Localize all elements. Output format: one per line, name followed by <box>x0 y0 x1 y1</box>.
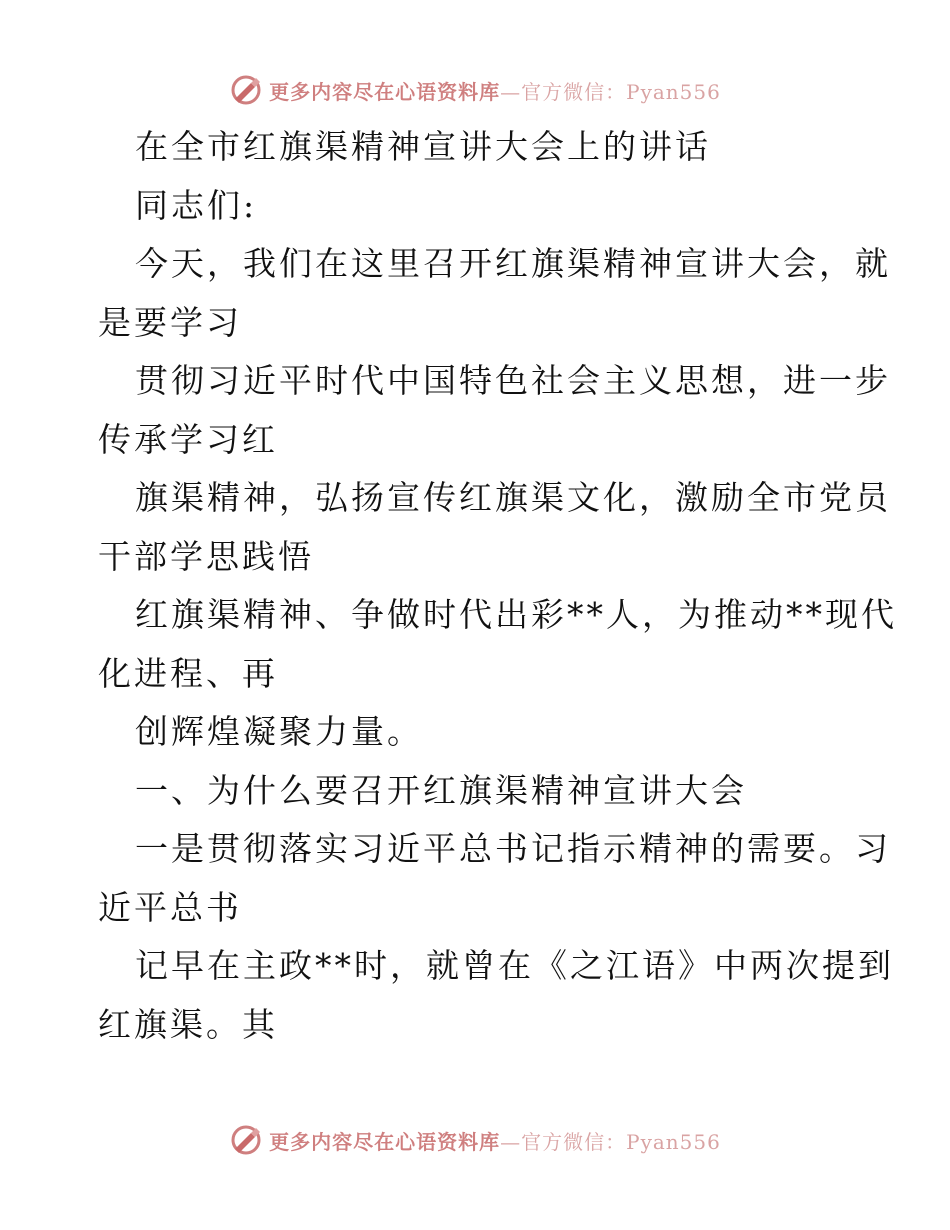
paragraph-line: 一是贯彻落实习近平总书记指示精神的需要。习 <box>135 829 891 868</box>
salutation: 同志们: <box>135 185 258 225</box>
footer-watermark <box>0 1120 950 1160</box>
paragraph-line: 贯彻习近平时代中国特色社会主义思想，进一步 <box>135 361 891 400</box>
paragraph-line: 红旗渠精神、争做时代出彩**人，为推动**现代 <box>135 595 897 634</box>
paragraph-line: 创辉煌凝聚力量。 <box>135 712 423 751</box>
watermark-wechat: 官方微信：Pyan556 <box>521 1129 721 1154</box>
header-watermark <box>0 70 950 110</box>
document-body <box>98 118 897 1054</box>
watermark-brand: 更多内容尽在心语资料库 <box>269 79 501 104</box>
pen-swirl-logo-icon <box>229 73 263 107</box>
paragraph-line: 传承学习红 <box>98 419 278 459</box>
paragraph-line: 旗渠精神，弘扬宣传红旗渠文化，激励全市党员 <box>135 478 891 517</box>
watermark-text <box>269 1126 721 1155</box>
watermark-wechat: 官方微信：Pyan556 <box>521 79 721 104</box>
paragraph-line: 是要学习 <box>98 302 242 342</box>
section-heading: 一、为什么要召开红旗渠精神宣讲大会 <box>135 770 747 810</box>
paragraph-line: 化进程、再 <box>98 653 278 693</box>
watermark-brand: 更多内容尽在心语资料库 <box>269 1129 501 1154</box>
paragraph-line: 干部学思践悟 <box>98 536 314 576</box>
pen-swirl-logo-icon <box>229 1123 263 1157</box>
paragraph-line: 近平总书 <box>98 887 242 927</box>
paragraph-line: 红旗渠。其 <box>98 1004 278 1044</box>
paragraph-line: 记早在主政**时，就曾在《之江语》中两次提到 <box>135 946 894 985</box>
watermark-separator: — <box>500 79 522 104</box>
watermark-separator: — <box>500 1129 522 1154</box>
document-title: 在全市红旗渠精神宣讲大会上的讲话 <box>135 127 711 166</box>
watermark-text <box>269 76 721 105</box>
paragraph-line: 今天，我们在这里召开红旗渠精神宣讲大会，就 <box>135 244 891 283</box>
